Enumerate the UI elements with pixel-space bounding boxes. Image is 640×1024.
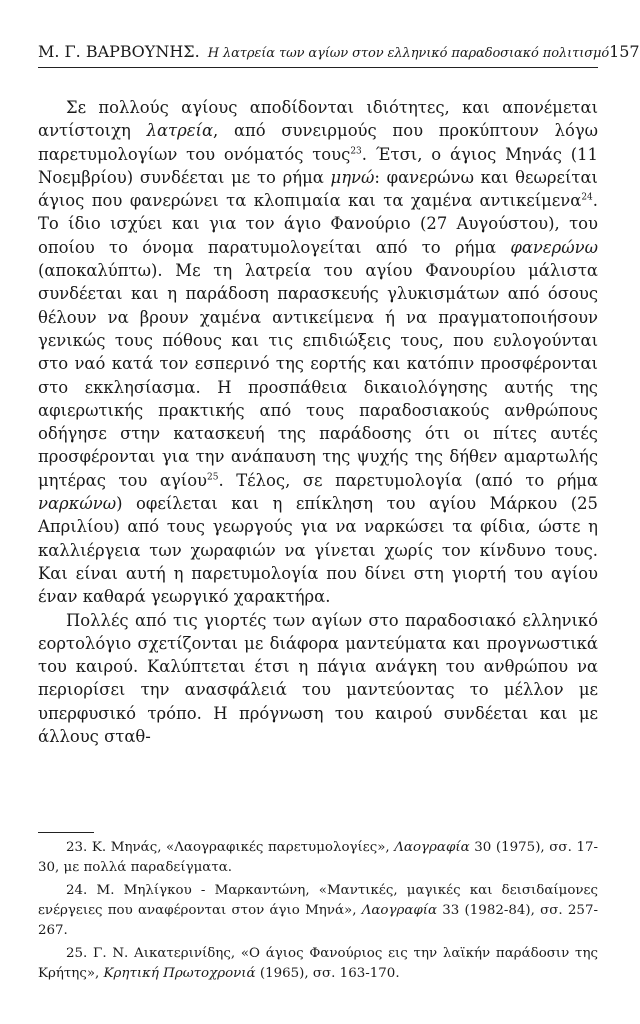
p1-text-g: . Το ίδιο ισχύει και για τον άγιο Φανούριο (27 Αυγούστου), του οποίου το όνομα παρατυμολογείται από το ρήμα bbox=[38, 191, 598, 257]
p1-text-l: ) οφείλεται και η επίκληση του αγίου Μάρκου (25 Απριλίου) από τους γεωργούς για να ναρκώσει τα φίδια, ώστε η καλλιέργεια των χωραφιών να γίνεται χωρίς τον κίνδυνο τους. Και είναι αυτή η παρετυμολογία που δίνει στη γιορτή του αγίου έναν καθαρά γεωργικό χαρακτήρα. bbox=[38, 494, 598, 607]
header-title: Η λατρεία των αγίων στον ελληνικό παραδοσιακό πολιτισμό bbox=[207, 46, 610, 61]
footnote-text: Γ. Ν. Αικατερινίδης, «Ο άγιος Φανούριος εις την λαϊκήν παράδοσιν της Κρήτης», bbox=[38, 946, 598, 981]
page-number: 157 bbox=[609, 42, 640, 61]
p1-text-f: : φανερώνω και θεωρείται άγιος που φανερώνει τα κλοπιμαία και τα χαμένα αντικείμενα bbox=[38, 167, 598, 211]
paragraph-2: Πολλές από τις γιορτές των αγίων στο παραδοσιακό ελληνικό εορτολόγιο σχετίζονται με διάφορα μαντεύματα και προγνωστικά του καιρού. Καλύπτεται έτσι η πάγια ανάγκη του ανθρώπου να περιορίσει την ανασφάλειά του μαντεύοντας το μέλλον με υπερφυσικό τρόπο. Η πρόγνωση του καιρού συνδέεται και με άλλους σταθ- bbox=[38, 610, 598, 747]
footnote-ref-24[interactable]: 24 bbox=[581, 192, 593, 203]
footnote-ref-23[interactable]: 23 bbox=[350, 146, 362, 157]
footnote-number: 24. bbox=[66, 883, 88, 898]
footnote-24 bbox=[38, 881, 598, 941]
header-author: Μ. Γ. ΒΑΡΒΟΥΝΗΣ. bbox=[38, 42, 200, 61]
p1-italic-b: λατρεία bbox=[146, 121, 214, 141]
footnote-25 bbox=[38, 944, 598, 984]
footnote-divider bbox=[38, 832, 94, 833]
footnote-text: 30 (1975), σσ. 17-30, με πολλά παραδείγματα. bbox=[38, 840, 599, 875]
footnote-text: 33 (1982-84), σσ. 257-267. bbox=[38, 903, 598, 938]
p1-italic-h: φανερώνω bbox=[510, 237, 598, 257]
footnote-text: (1965), σσ. 163-170. bbox=[255, 966, 400, 981]
footnote-text: Μ. Μηλίγκου - Μαρκαντώνη, «Μαντικές, μαγικές και δεισιδαίμονες ενέργειες που αναφέρονται στον άγιο Μηνά», bbox=[38, 883, 598, 918]
footnote-number: 25. bbox=[66, 946, 88, 961]
paragraph-1 bbox=[38, 96, 598, 609]
p1-italic-k: ναρκώνω bbox=[38, 494, 117, 514]
running-header bbox=[38, 42, 640, 68]
footnote-text: Κ. Μηνάς, «Λαογραφικές παρετυμολογίες», bbox=[87, 840, 395, 855]
footnote-journal: Λαογραφία bbox=[361, 903, 438, 918]
footnote-ref-25[interactable]: 25 bbox=[207, 472, 219, 483]
footnotes bbox=[38, 838, 598, 987]
footnote-journal: Λαογραφία bbox=[394, 840, 470, 855]
footnote-number: 23. bbox=[66, 840, 88, 855]
p1-text-c: , από συνειρμούς που προκύπτουν λόγω παρετυμολογίων του ονόματός τους bbox=[38, 121, 599, 164]
p1-text-d: . Έτσι, ο άγιος Μηνάς (11 Νοεμβρίου) συνδέεται με το ρήμα bbox=[38, 144, 598, 187]
p1-text-i: (αποκαλύπτω). Με τη λατρεία του αγίου Φανουρίου μάλιστα συνδέεται και η παράδοση παρασκευής γλυκισμάτων από όσους θέλουν να βρουν χαμένα αντικείμενα ή να πραγματοποιήσουν γενικώς τους πόθους και τις επιδιώξεις τους, που ευλογούνται στο ναό κατά τον εσπερινό της εορτής και κατόπιν προσφέρονται στο εκκλησίασμα. Η προσπάθεια δικαιολόγησης αυτής της αφιερωτικής πρακτικής από τους παραδοσιακούς ανθρώπους οδήγησε στην κατασκευή της παράδοσης ότι οι πίτες αυτές προσφέρονται για την ανάπαυση της ψυχής της δήθεν αμαρτωλής μητέρας του αγίου bbox=[38, 261, 598, 490]
main-text bbox=[38, 96, 598, 748]
footnote-journal: Κρητική Πρωτοχρονιά bbox=[103, 966, 256, 981]
p1-text-j: . Τέλος, σε παρετυμολογία (από το ρήμα bbox=[218, 470, 598, 490]
p1-text-a: Σε πολλούς αγίους αποδίδονται ιδιότητες, και απονέμεται αντίστοιχη bbox=[38, 98, 598, 141]
footnote-23 bbox=[38, 838, 598, 878]
p1-italic-e: μηνώ bbox=[330, 167, 375, 187]
